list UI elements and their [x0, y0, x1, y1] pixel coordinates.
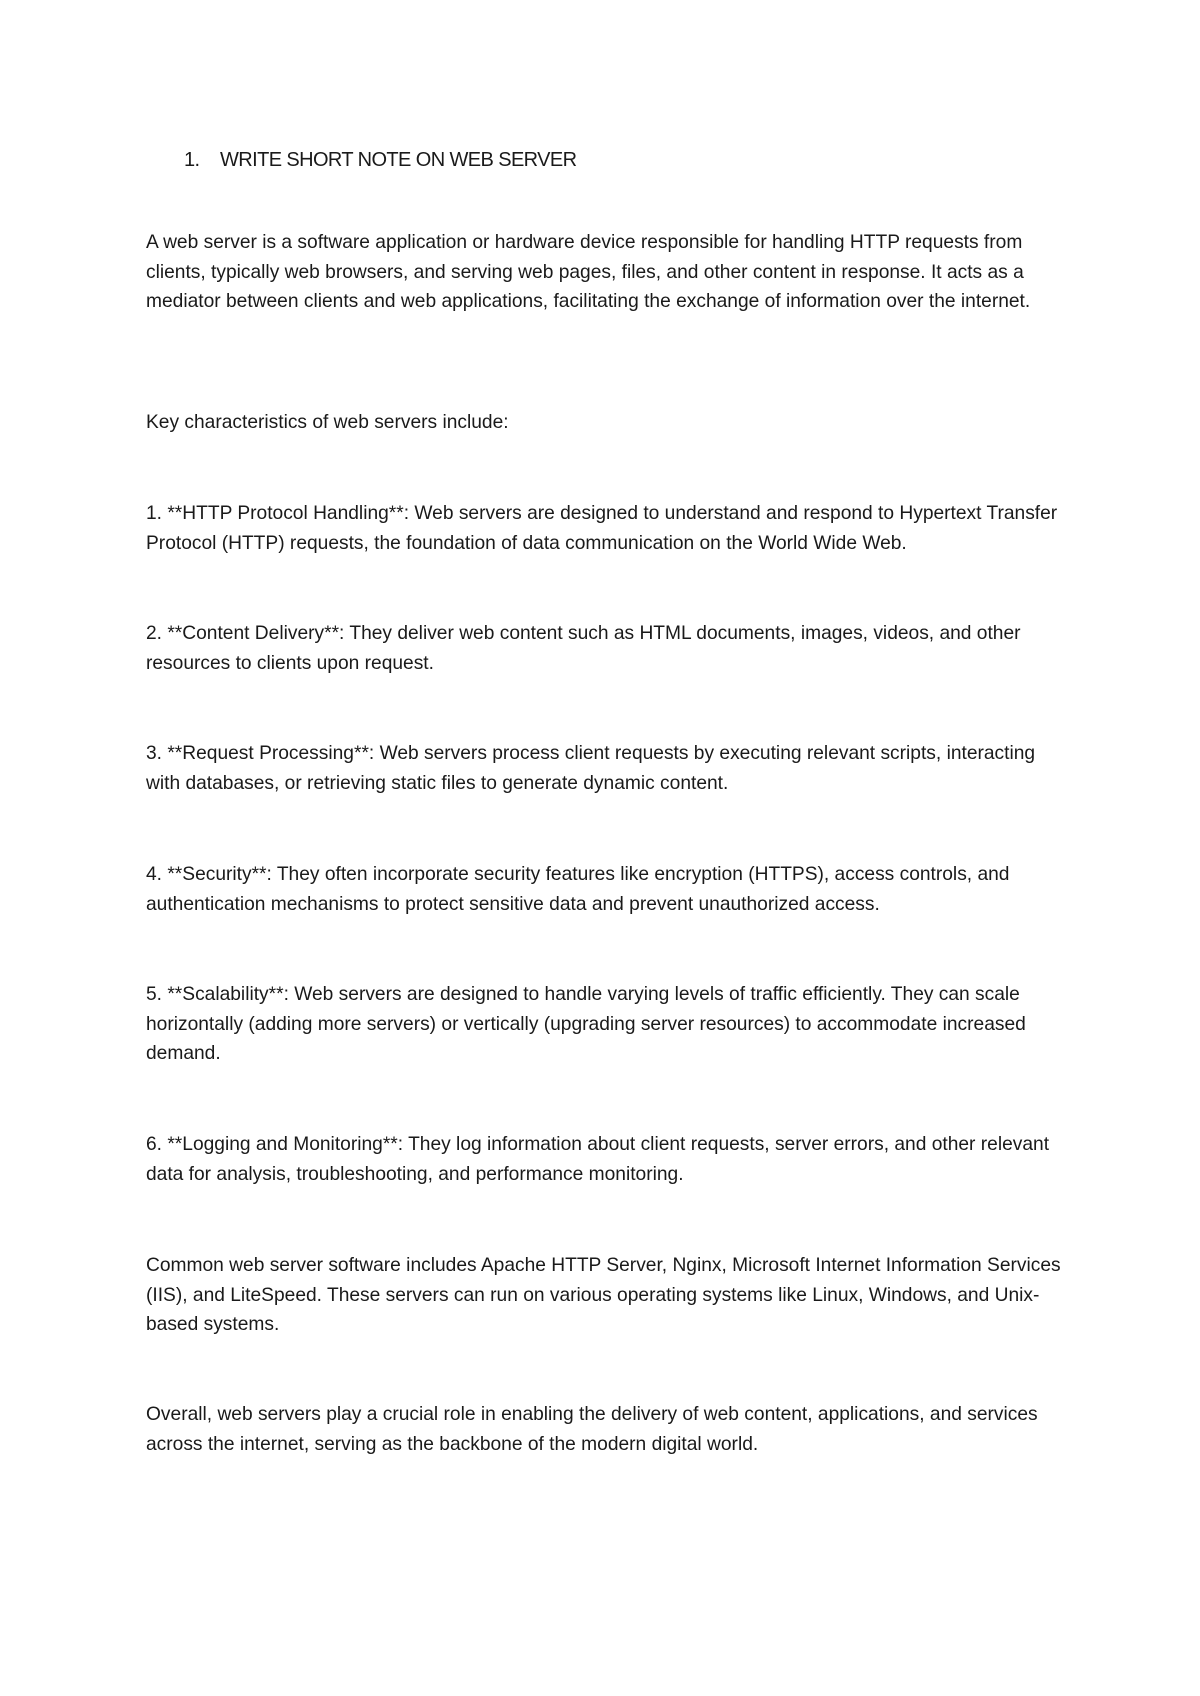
list-item-http-protocol: 1. **HTTP Protocol Handling**: Web servers are designed to understand and respond to Hypertext Transfer Protocol (HTTP) requests, the foundation of data communication on the World Wide Web. [146, 503, 1058, 554]
intro-paragraph: A web server is a software application or hardware device responsible for handling HTTP requests from clients, typically web browsers, and serving web pages, files, and other content in response. It acts as a mediator between clients and web applications, facilitating the exchange of information over the internet. [146, 232, 1031, 313]
heading-number: 1. [184, 149, 200, 171]
section-heading [184, 146, 577, 174]
list-item-security: 4. **Security**: They often incorporate security features like encryption (HTTPS), access controls, and authentication mechanisms to protect sensitive data and prevent unauthorized access. [146, 864, 1010, 915]
common-software-paragraph: Common web server software includes Apache HTTP Server, Nginx, Microsoft Internet Information Services (IIS), and LiteSpeed. These servers can run on various operating systems like Linux, Windows, and Unix-based systems. [146, 1255, 1061, 1336]
list-item-logging-monitoring: 6. **Logging and Monitoring**: They log information about client requests, server errors, and other relevant data for analysis, troubleshooting, and performance monitoring. [146, 1134, 1050, 1185]
list-item-scalability: 5. **Scalability**: Web servers are designed to handle varying levels of traffic efficiently. They can scale horizontally (adding more servers) or vertically (upgrading server resources) to accommodate increased demand. [146, 984, 1026, 1065]
conclusion-paragraph: Overall, web servers play a crucial role in enabling the delivery of web content, applications, and services across the internet, serving as the backbone of the modern digital world. [146, 1404, 1038, 1455]
list-item-request-processing: 3. **Request Processing**: Web servers process client requests by executing relevant scripts, interacting with databases, or retrieving static files to generate dynamic content. [146, 743, 1036, 794]
characteristics-intro: Key characteristics of web servers include: [146, 412, 509, 433]
heading-text: WRITE SHORT NOTE ON WEB SERVER [220, 149, 577, 171]
list-item-content-delivery: 2. **Content Delivery**: They deliver web content such as HTML documents, images, videos, and other resources to clients upon request. [146, 623, 1021, 674]
